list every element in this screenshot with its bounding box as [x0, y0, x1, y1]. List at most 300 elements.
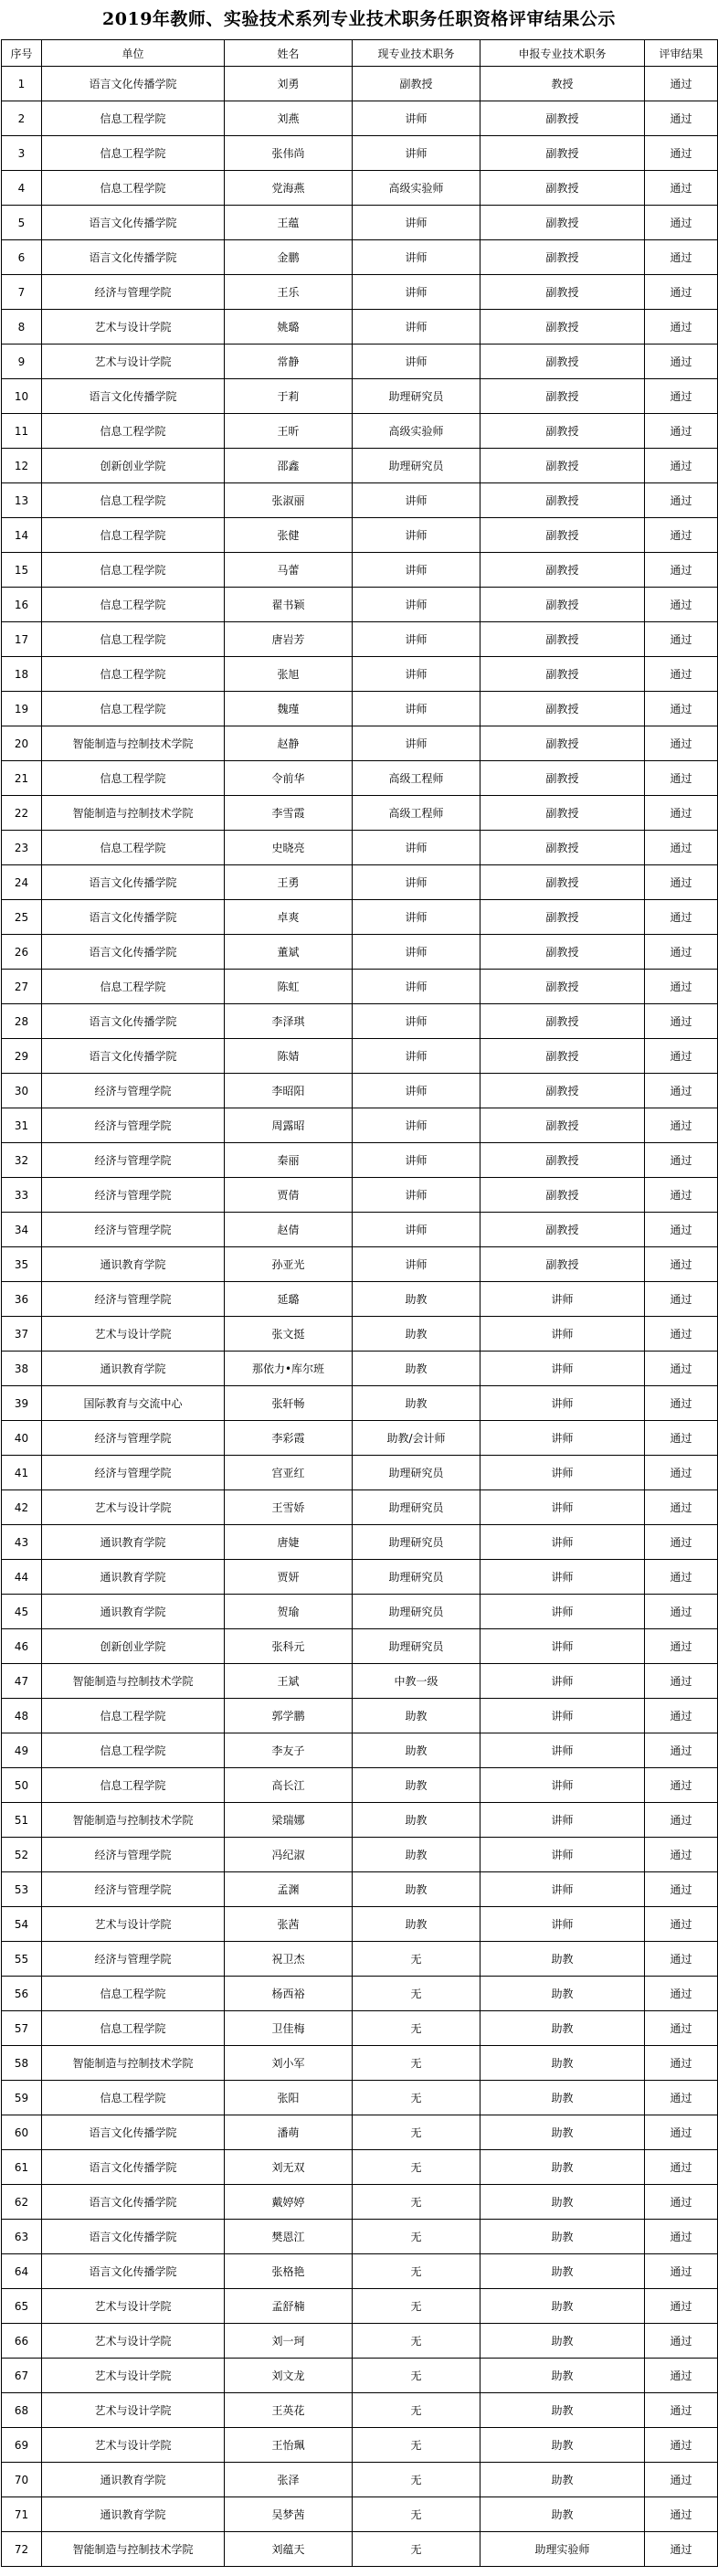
cell-result: 通过	[645, 2359, 718, 2393]
cell-result: 通过	[645, 1108, 718, 1143]
cell-unit: 艺术与设计学院	[42, 1907, 225, 1942]
cell-serial-number: 49	[2, 1733, 42, 1768]
header-applied-title: 申报专业技术职务	[480, 40, 645, 67]
cell-result: 通过	[645, 2393, 718, 2428]
cell-applied-title: 副教授	[480, 1004, 645, 1039]
cell-unit: 艺术与设计学院	[42, 1490, 225, 1525]
cell-serial-number: 21	[2, 761, 42, 796]
table-row	[2, 1143, 718, 1178]
cell-serial-number: 68	[2, 2393, 42, 2428]
cell-unit: 艺术与设计学院	[42, 2393, 225, 2428]
cell-applied-title: 助教	[480, 1977, 645, 2011]
table-row	[2, 935, 718, 970]
cell-serial-number: 71	[2, 2497, 42, 2532]
cell-name: 张旭	[225, 657, 353, 692]
cell-current-title: 讲师	[353, 345, 480, 379]
cell-applied-title: 助教	[480, 2150, 645, 2185]
cell-serial-number: 44	[2, 1560, 42, 1595]
cell-applied-title: 讲师	[480, 1282, 645, 1317]
cell-unit: 信息工程学院	[42, 1977, 225, 2011]
cell-name: 周露昭	[225, 1108, 353, 1143]
cell-serial-number: 1	[2, 67, 42, 101]
cell-unit: 信息工程学院	[42, 588, 225, 622]
table-row	[2, 1490, 718, 1525]
cell-unit: 通识教育学院	[42, 1560, 225, 1595]
cell-current-title: 无	[353, 2115, 480, 2150]
cell-name: 董斌	[225, 935, 353, 970]
cell-unit: 语言文化传播学院	[42, 935, 225, 970]
cell-unit: 智能制造与控制技术学院	[42, 1664, 225, 1699]
cell-name: 贾倩	[225, 1178, 353, 1213]
cell-name: 梁瑞娜	[225, 1803, 353, 1838]
cell-name: 王勇	[225, 865, 353, 900]
cell-name: 杨西裕	[225, 1977, 353, 2011]
cell-result: 通过	[645, 240, 718, 275]
cell-name: 邵鑫	[225, 449, 353, 483]
cell-applied-title: 讲师	[480, 1733, 645, 1768]
cell-unit: 语言文化传播学院	[42, 67, 225, 101]
cell-serial-number: 50	[2, 1768, 42, 1803]
table-row	[2, 2463, 718, 2497]
cell-result: 通过	[645, 1907, 718, 1942]
cell-applied-title: 副教授	[480, 1039, 645, 1074]
cell-unit: 经济与管理学院	[42, 1282, 225, 1317]
cell-name: 宫亚红	[225, 1456, 353, 1490]
table-row	[2, 1907, 718, 1942]
cell-current-title: 无	[353, 2220, 480, 2254]
cell-applied-title: 副教授	[480, 622, 645, 657]
table-row	[2, 970, 718, 1004]
cell-name: 王怡珮	[225, 2428, 353, 2463]
cell-current-title: 讲师	[353, 1039, 480, 1074]
cell-applied-title: 助教	[480, 2463, 645, 2497]
cell-unit: 经济与管理学院	[42, 275, 225, 310]
cell-applied-title: 助教	[480, 1942, 645, 1977]
cell-serial-number: 51	[2, 1803, 42, 1838]
cell-name: 张伟尚	[225, 136, 353, 171]
cell-current-title: 讲师	[353, 588, 480, 622]
cell-current-title: 助教	[353, 1838, 480, 1872]
cell-result: 通过	[645, 1456, 718, 1490]
table-row	[2, 1004, 718, 1039]
cell-applied-title: 助教	[480, 2220, 645, 2254]
cell-serial-number: 5	[2, 206, 42, 240]
cell-serial-number: 60	[2, 2115, 42, 2150]
cell-applied-title: 副教授	[480, 483, 645, 518]
cell-current-title: 助教	[353, 1352, 480, 1386]
table-row	[2, 553, 718, 588]
cell-name: 刘一珂	[225, 2324, 353, 2359]
table-row	[2, 206, 718, 240]
cell-unit: 信息工程学院	[42, 414, 225, 449]
cell-unit: 通识教育学院	[42, 1525, 225, 1560]
cell-name: 王昕	[225, 414, 353, 449]
cell-applied-title: 讲师	[480, 1525, 645, 1560]
table-row	[2, 171, 718, 206]
cell-unit: 智能制造与控制技术学院	[42, 2532, 225, 2567]
cell-result: 通过	[645, 414, 718, 449]
cell-current-title: 讲师	[353, 970, 480, 1004]
cell-name: 孟舒楠	[225, 2289, 353, 2324]
cell-name: 李泽琪	[225, 1004, 353, 1039]
cell-name: 张文挺	[225, 1317, 353, 1352]
header-current-title: 现专业技术职务	[353, 40, 480, 67]
table-header-row	[2, 40, 718, 67]
cell-unit: 信息工程学院	[42, 970, 225, 1004]
cell-current-title: 助教	[353, 1386, 480, 1421]
cell-result: 通过	[645, 1490, 718, 1525]
cell-unit: 语言文化传播学院	[42, 379, 225, 414]
cell-applied-title: 助教	[480, 2497, 645, 2532]
cell-applied-title: 副教授	[480, 206, 645, 240]
cell-current-title: 讲师	[353, 865, 480, 900]
table-row	[2, 1456, 718, 1490]
cell-current-title: 讲师	[353, 900, 480, 935]
cell-current-title: 讲师	[353, 831, 480, 865]
cell-result: 通过	[645, 1317, 718, 1352]
cell-serial-number: 7	[2, 275, 42, 310]
cell-name: 李友子	[225, 1733, 353, 1768]
cell-name: 李雪霞	[225, 796, 353, 831]
cell-result: 通过	[645, 275, 718, 310]
cell-applied-title: 助教	[480, 2393, 645, 2428]
cell-current-title: 讲师	[353, 935, 480, 970]
cell-applied-title: 讲师	[480, 1317, 645, 1352]
cell-unit: 通识教育学院	[42, 1595, 225, 1629]
cell-serial-number: 56	[2, 1977, 42, 2011]
cell-name: 吴梦茜	[225, 2497, 353, 2532]
table-row	[2, 1977, 718, 2011]
cell-applied-title: 副教授	[480, 1108, 645, 1143]
cell-current-title: 讲师	[353, 1108, 480, 1143]
cell-current-title: 讲师	[353, 1213, 480, 1247]
cell-unit: 艺术与设计学院	[42, 1317, 225, 1352]
cell-current-title: 讲师	[353, 657, 480, 692]
cell-applied-title: 助教	[480, 2324, 645, 2359]
cell-unit: 通识教育学院	[42, 1247, 225, 1282]
table-row	[2, 483, 718, 518]
cell-name: 郭学鹏	[225, 1699, 353, 1733]
cell-name: 那依力•库尔班	[225, 1352, 353, 1386]
cell-serial-number: 39	[2, 1386, 42, 1421]
cell-name: 陈虹	[225, 970, 353, 1004]
cell-result: 通过	[645, 1733, 718, 1768]
header-serial-number: 序号	[2, 40, 42, 67]
cell-name: 孟渊	[225, 1872, 353, 1907]
cell-name: 刘勇	[225, 67, 353, 101]
cell-current-title: 无	[353, 2463, 480, 2497]
cell-serial-number: 22	[2, 796, 42, 831]
table-row	[2, 1838, 718, 1872]
cell-result: 通过	[645, 310, 718, 345]
cell-applied-title: 讲师	[480, 1629, 645, 1664]
cell-result: 通过	[645, 1872, 718, 1907]
cell-serial-number: 31	[2, 1108, 42, 1143]
cell-current-title: 助教	[353, 1907, 480, 1942]
cell-result: 通过	[645, 379, 718, 414]
table-body	[2, 67, 718, 2567]
cell-applied-title: 助教	[480, 2359, 645, 2393]
cell-serial-number: 12	[2, 449, 42, 483]
table-row	[2, 588, 718, 622]
cell-result: 通过	[645, 206, 718, 240]
cell-applied-title: 助教	[480, 2428, 645, 2463]
cell-result: 通过	[645, 345, 718, 379]
cell-result: 通过	[645, 900, 718, 935]
cell-result: 通过	[645, 101, 718, 136]
table-row	[2, 2254, 718, 2289]
table-row	[2, 865, 718, 900]
cell-result: 通过	[645, 449, 718, 483]
cell-serial-number: 35	[2, 1247, 42, 1282]
table-row	[2, 101, 718, 136]
cell-applied-title: 副教授	[480, 726, 645, 761]
table-row	[2, 1108, 718, 1143]
cell-unit: 艺术与设计学院	[42, 310, 225, 345]
cell-name: 金鹏	[225, 240, 353, 275]
cell-current-title: 无	[353, 2324, 480, 2359]
cell-unit: 经济与管理学院	[42, 1942, 225, 1977]
cell-current-title: 助理研究员	[353, 1490, 480, 1525]
cell-applied-title: 副教授	[480, 449, 645, 483]
table-row	[2, 1733, 718, 1768]
cell-applied-title: 讲师	[480, 1872, 645, 1907]
cell-current-title: 助教	[353, 1699, 480, 1733]
cell-unit: 信息工程学院	[42, 1768, 225, 1803]
cell-result: 通过	[645, 2220, 718, 2254]
cell-applied-title: 副教授	[480, 1074, 645, 1108]
cell-current-title: 高级工程师	[353, 761, 480, 796]
cell-current-title: 助理研究员	[353, 449, 480, 483]
table-row	[2, 1074, 718, 1108]
table-row	[2, 136, 718, 171]
table-row	[2, 1768, 718, 1803]
cell-name: 贾妍	[225, 1560, 353, 1595]
cell-result: 通过	[645, 935, 718, 970]
cell-name: 陈婧	[225, 1039, 353, 1074]
table-row	[2, 1699, 718, 1733]
cell-result: 通过	[645, 2011, 718, 2046]
table-row	[2, 2011, 718, 2046]
cell-serial-number: 25	[2, 900, 42, 935]
cell-unit: 智能制造与控制技术学院	[42, 2046, 225, 2081]
cell-name: 王雪娇	[225, 1490, 353, 1525]
cell-result: 通过	[645, 1664, 718, 1699]
cell-serial-number: 29	[2, 1039, 42, 1074]
cell-result: 通过	[645, 726, 718, 761]
cell-name: 冯纪淑	[225, 1838, 353, 1872]
table-row	[2, 1282, 718, 1317]
cell-serial-number: 3	[2, 136, 42, 171]
cell-unit: 信息工程学院	[42, 171, 225, 206]
table-row	[2, 1247, 718, 1282]
cell-applied-title: 副教授	[480, 171, 645, 206]
cell-result: 通过	[645, 67, 718, 101]
cell-applied-title: 讲师	[480, 1699, 645, 1733]
cell-unit: 信息工程学院	[42, 2011, 225, 2046]
cell-serial-number: 14	[2, 518, 42, 553]
table-row	[2, 622, 718, 657]
cell-result: 通过	[645, 2428, 718, 2463]
cell-current-title: 讲师	[353, 275, 480, 310]
cell-current-title: 讲师	[353, 1178, 480, 1213]
cell-serial-number: 55	[2, 1942, 42, 1977]
cell-current-title: 讲师	[353, 553, 480, 588]
cell-result: 通过	[645, 1282, 718, 1317]
cell-name: 张淑丽	[225, 483, 353, 518]
cell-applied-title: 讲师	[480, 1352, 645, 1386]
cell-serial-number: 46	[2, 1629, 42, 1664]
cell-result: 通过	[645, 761, 718, 796]
cell-applied-title: 助教	[480, 2011, 645, 2046]
cell-serial-number: 67	[2, 2359, 42, 2393]
cell-applied-title: 讲师	[480, 1664, 645, 1699]
cell-serial-number: 62	[2, 2185, 42, 2220]
cell-unit: 经济与管理学院	[42, 1421, 225, 1456]
cell-applied-title: 讲师	[480, 1560, 645, 1595]
cell-result: 通过	[645, 2150, 718, 2185]
cell-current-title: 助理研究员	[353, 1595, 480, 1629]
cell-result: 通过	[645, 1074, 718, 1108]
cell-name: 高长江	[225, 1768, 353, 1803]
cell-name: 潘萌	[225, 2115, 353, 2150]
cell-unit: 国际教育与交流中心	[42, 1386, 225, 1421]
cell-serial-number: 23	[2, 831, 42, 865]
cell-unit: 信息工程学院	[42, 622, 225, 657]
table-row	[2, 449, 718, 483]
table-row	[2, 796, 718, 831]
cell-applied-title: 副教授	[480, 657, 645, 692]
cell-unit: 艺术与设计学院	[42, 2324, 225, 2359]
cell-current-title: 讲师	[353, 483, 480, 518]
cell-applied-title: 教授	[480, 67, 645, 101]
cell-result: 通过	[645, 2532, 718, 2567]
cell-serial-number: 48	[2, 1699, 42, 1733]
cell-result: 通过	[645, 657, 718, 692]
cell-current-title: 高级工程师	[353, 796, 480, 831]
cell-applied-title: 副教授	[480, 136, 645, 171]
cell-unit: 语言文化传播学院	[42, 2185, 225, 2220]
cell-serial-number: 66	[2, 2324, 42, 2359]
table-row	[2, 2115, 718, 2150]
cell-serial-number: 36	[2, 1282, 42, 1317]
cell-unit: 经济与管理学院	[42, 1178, 225, 1213]
cell-serial-number: 15	[2, 553, 42, 588]
cell-result: 通过	[645, 1803, 718, 1838]
cell-applied-title: 副教授	[480, 1247, 645, 1282]
cell-name: 常静	[225, 345, 353, 379]
cell-unit: 信息工程学院	[42, 1699, 225, 1733]
cell-applied-title: 副教授	[480, 240, 645, 275]
cell-current-title: 助理研究员	[353, 1560, 480, 1595]
cell-result: 通过	[645, 588, 718, 622]
table-row	[2, 1352, 718, 1386]
table-row	[2, 2324, 718, 2359]
cell-current-title: 无	[353, 2497, 480, 2532]
cell-result: 通过	[645, 1977, 718, 2011]
table-row	[2, 692, 718, 726]
cell-serial-number: 65	[2, 2289, 42, 2324]
cell-serial-number: 34	[2, 1213, 42, 1247]
cell-serial-number: 45	[2, 1595, 42, 1629]
cell-name: 樊恩江	[225, 2220, 353, 2254]
cell-result: 通过	[645, 2324, 718, 2359]
table-row	[2, 518, 718, 553]
cell-applied-title: 讲师	[480, 1595, 645, 1629]
cell-serial-number: 37	[2, 1317, 42, 1352]
table-row	[2, 1803, 718, 1838]
cell-unit: 语言文化传播学院	[42, 206, 225, 240]
table-row	[2, 1560, 718, 1595]
cell-unit: 经济与管理学院	[42, 1456, 225, 1490]
table-row	[2, 900, 718, 935]
table-row	[2, 1178, 718, 1213]
cell-unit: 信息工程学院	[42, 483, 225, 518]
cell-unit: 经济与管理学院	[42, 1838, 225, 1872]
cell-name: 马蕾	[225, 553, 353, 588]
table-row	[2, 379, 718, 414]
cell-result: 通过	[645, 1838, 718, 1872]
cell-serial-number: 32	[2, 1143, 42, 1178]
cell-serial-number: 9	[2, 345, 42, 379]
cell-unit: 语言文化传播学院	[42, 2115, 225, 2150]
cell-applied-title: 讲师	[480, 1803, 645, 1838]
cell-serial-number: 19	[2, 692, 42, 726]
cell-serial-number: 54	[2, 1907, 42, 1942]
cell-name: 王蕴	[225, 206, 353, 240]
cell-current-title: 讲师	[353, 1247, 480, 1282]
cell-applied-title: 副教授	[480, 900, 645, 935]
cell-current-title: 助教	[353, 1317, 480, 1352]
cell-serial-number: 13	[2, 483, 42, 518]
cell-unit: 信息工程学院	[42, 1733, 225, 1768]
cell-current-title: 无	[353, 2150, 480, 2185]
cell-serial-number: 47	[2, 1664, 42, 1699]
cell-result: 通过	[645, 1247, 718, 1282]
cell-result: 通过	[645, 1213, 718, 1247]
cell-current-title: 无	[353, 2289, 480, 2324]
cell-current-title: 高级实验师	[353, 171, 480, 206]
table-row	[2, 726, 718, 761]
cell-name: 王乐	[225, 275, 353, 310]
cell-result: 通过	[645, 1143, 718, 1178]
table-row	[2, 1872, 718, 1907]
table-row	[2, 275, 718, 310]
cell-unit: 经济与管理学院	[42, 1108, 225, 1143]
table-row	[2, 1386, 718, 1421]
cell-unit: 信息工程学院	[42, 101, 225, 136]
table-row	[2, 67, 718, 101]
cell-result: 通过	[645, 518, 718, 553]
cell-unit: 信息工程学院	[42, 553, 225, 588]
cell-name: 唐婕	[225, 1525, 353, 1560]
table-row	[2, 2393, 718, 2428]
cell-applied-title: 讲师	[480, 1490, 645, 1525]
cell-unit: 语言文化传播学院	[42, 240, 225, 275]
cell-serial-number: 6	[2, 240, 42, 275]
cell-serial-number: 24	[2, 865, 42, 900]
cell-name: 刘蕴天	[225, 2532, 353, 2567]
cell-name: 祝卫杰	[225, 1942, 353, 1977]
cell-name: 延璐	[225, 1282, 353, 1317]
cell-current-title: 无	[353, 2359, 480, 2393]
cell-name: 魏瑾	[225, 692, 353, 726]
cell-name: 卓爽	[225, 900, 353, 935]
cell-unit: 语言文化传播学院	[42, 2150, 225, 2185]
table-row	[2, 414, 718, 449]
cell-unit: 语言文化传播学院	[42, 865, 225, 900]
cell-current-title: 中教一级	[353, 1664, 480, 1699]
